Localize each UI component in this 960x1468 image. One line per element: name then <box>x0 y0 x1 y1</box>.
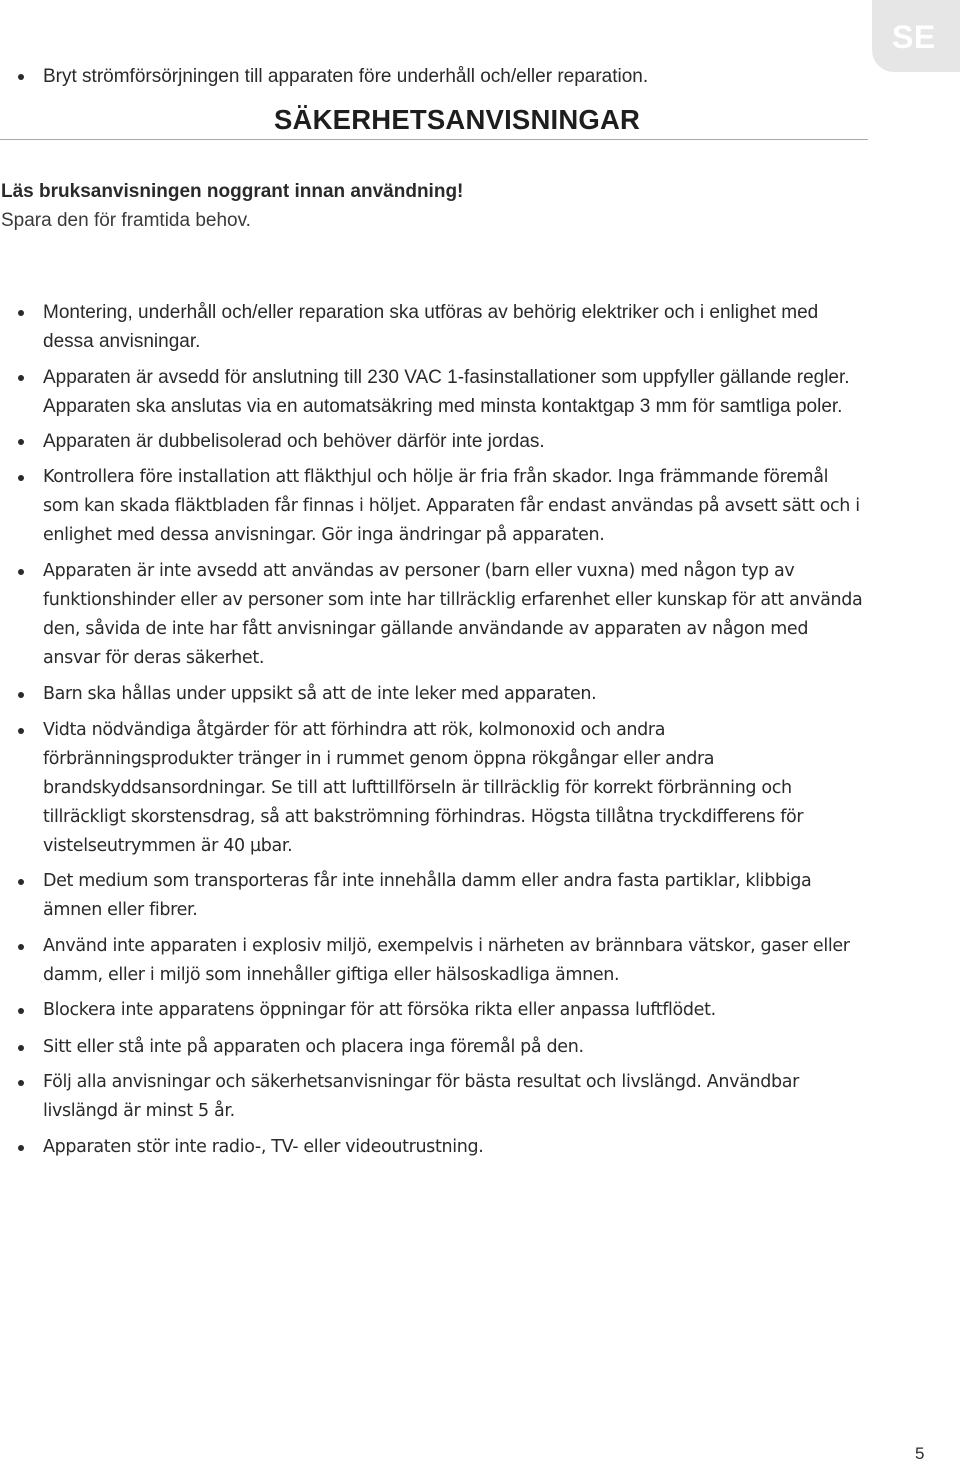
intro-note: Spara den för framtida behov. <box>1 210 251 231</box>
list-item-text: Apparaten är dubbelisolerad och behöver därför inte jordas. <box>43 431 545 452</box>
list-item-text: Kontrollera före installation att fläkthjul och hölje är fria från skador. Inga främmande föremål <box>43 467 829 487</box>
bullet-icon <box>18 1080 24 1086</box>
list-item <box>43 463 913 550</box>
list-item-text: förbränningsprodukter tränger in i rummet genom öppna rökgångar eller andra <box>43 749 715 769</box>
bullet-icon <box>18 375 24 381</box>
list-item-text: Bryt strömförsörjningen till apparaten före underhåll och/eller reparation. <box>43 66 649 87</box>
list-item-text: vistelseutrymmen är 40 µbar. <box>43 836 293 856</box>
list-item-text: Apparaten är avsedd för anslutning till 230 VAC 1-fasinstallationer som uppfyller gällande regler. <box>43 367 850 388</box>
list-item-text: Det medium som transporteras får inte innehålla damm eller andra fasta partiklar, klibbiga <box>43 871 812 891</box>
bullet-icon <box>18 475 24 481</box>
list-item-text: Använd inte apparaten i explosiv miljö, exempelvis i närheten av brännbara vätskor, gaser eller <box>43 936 850 956</box>
intro <box>1 177 463 235</box>
bullet-icon <box>18 310 24 316</box>
list-item <box>43 1133 913 1162</box>
list-item <box>43 363 913 421</box>
list-item-text: Barn ska hållas under uppsikt så att de inte leker med apparaten. <box>43 684 597 704</box>
bullet-icon <box>18 692 24 698</box>
bullet-icon <box>18 1008 24 1014</box>
list-item-text: damm, eller i miljö som innehåller giftiga eller hälsoskadliga ämnen. <box>43 965 620 985</box>
list-item <box>43 716 913 861</box>
list-item <box>43 1033 913 1062</box>
list-item <box>43 680 913 709</box>
list-item <box>43 298 913 356</box>
bullet-icon <box>18 1045 24 1051</box>
list-item-text: Montering, underhåll och/eller reparation ska utföras av behörig elektriker och i enlighet med <box>43 302 819 323</box>
list-item-text: som kan skada fläktbladen får finnas i höljet. Apparaten får endast användas på avsett sätt och i <box>43 496 860 516</box>
list-item-text: Apparaten stör inte radio-, TV- eller videoutrustning. <box>43 1137 484 1157</box>
intro-warning: Läs bruksanvisningen noggrant innan användning! <box>1 181 464 202</box>
title-divider <box>0 139 868 140</box>
bullet-icon <box>18 74 24 80</box>
page-number: 5 <box>915 1444 925 1463</box>
list-item-text: Sitt eller stå inte på apparaten och placera inga föremål på den. <box>43 1037 584 1057</box>
list-item-text: tillräckligt skorstensdrag, så att bakströmning förhindras. Högsta tillåtna tryckdifferens för <box>43 807 804 827</box>
language-code: SE <box>892 19 936 55</box>
list-item-text: funktionshinder eller av personer som inte har tillräcklig erfarenhet eller kunskap för att använda <box>43 590 863 610</box>
list-item-text: den, såvida de inte har fått anvisningar gällande användande av apparaten av någon med <box>43 619 809 639</box>
list-item-text: dessa anvisningar. <box>43 331 201 352</box>
list-item-text: ansvar för deras säkerhet. <box>43 648 265 668</box>
list-item <box>43 867 913 925</box>
list-item-text: livslängd är minst 5 år. <box>43 1101 235 1121</box>
list-item-text: Apparaten är inte avsedd att användas av personer (barn eller vuxna) med någon typ av <box>43 561 795 581</box>
list-item <box>43 932 913 990</box>
list-item <box>43 996 913 1025</box>
list-item <box>43 557 913 673</box>
list-item-text: Vidta nödvändiga åtgärder för att förhindra att rök, kolmonoxid och andra <box>43 720 666 740</box>
list-item-text: Apparaten ska anslutas via en automatsäkring med minsta kontaktgap 3 mm för samtliga poler. <box>43 396 843 417</box>
list-item-text: Följ alla anvisningar och säkerhetsanvisningar för bästa resultat och livslängd. Användbar <box>43 1072 800 1092</box>
list-item-text: Blockera inte apparatens öppningar för att försöka rikta eller anpassa luftflödet. <box>43 1000 716 1020</box>
page-title: SÄKERHETSANVISNINGAR <box>274 104 641 135</box>
bullet-icon <box>18 944 24 950</box>
list-item-text: ämnen eller fibrer. <box>43 900 198 920</box>
bullet-icon <box>18 728 24 734</box>
list-item <box>43 62 913 91</box>
list-item-text: brandskyddsansordningar. Se till att lufttillförseln är tillräcklig för korrekt förbränning och <box>43 778 792 798</box>
bullet-icon <box>18 439 24 445</box>
bullet-icon <box>18 569 24 575</box>
bullet-icon <box>18 1145 24 1151</box>
bullet-icon <box>18 879 24 885</box>
list-item <box>43 1068 913 1126</box>
list-item-text: enlighet med dessa anvisningar. Gör inga ändringar på apparaten. <box>43 525 605 545</box>
list-item <box>43 427 913 456</box>
